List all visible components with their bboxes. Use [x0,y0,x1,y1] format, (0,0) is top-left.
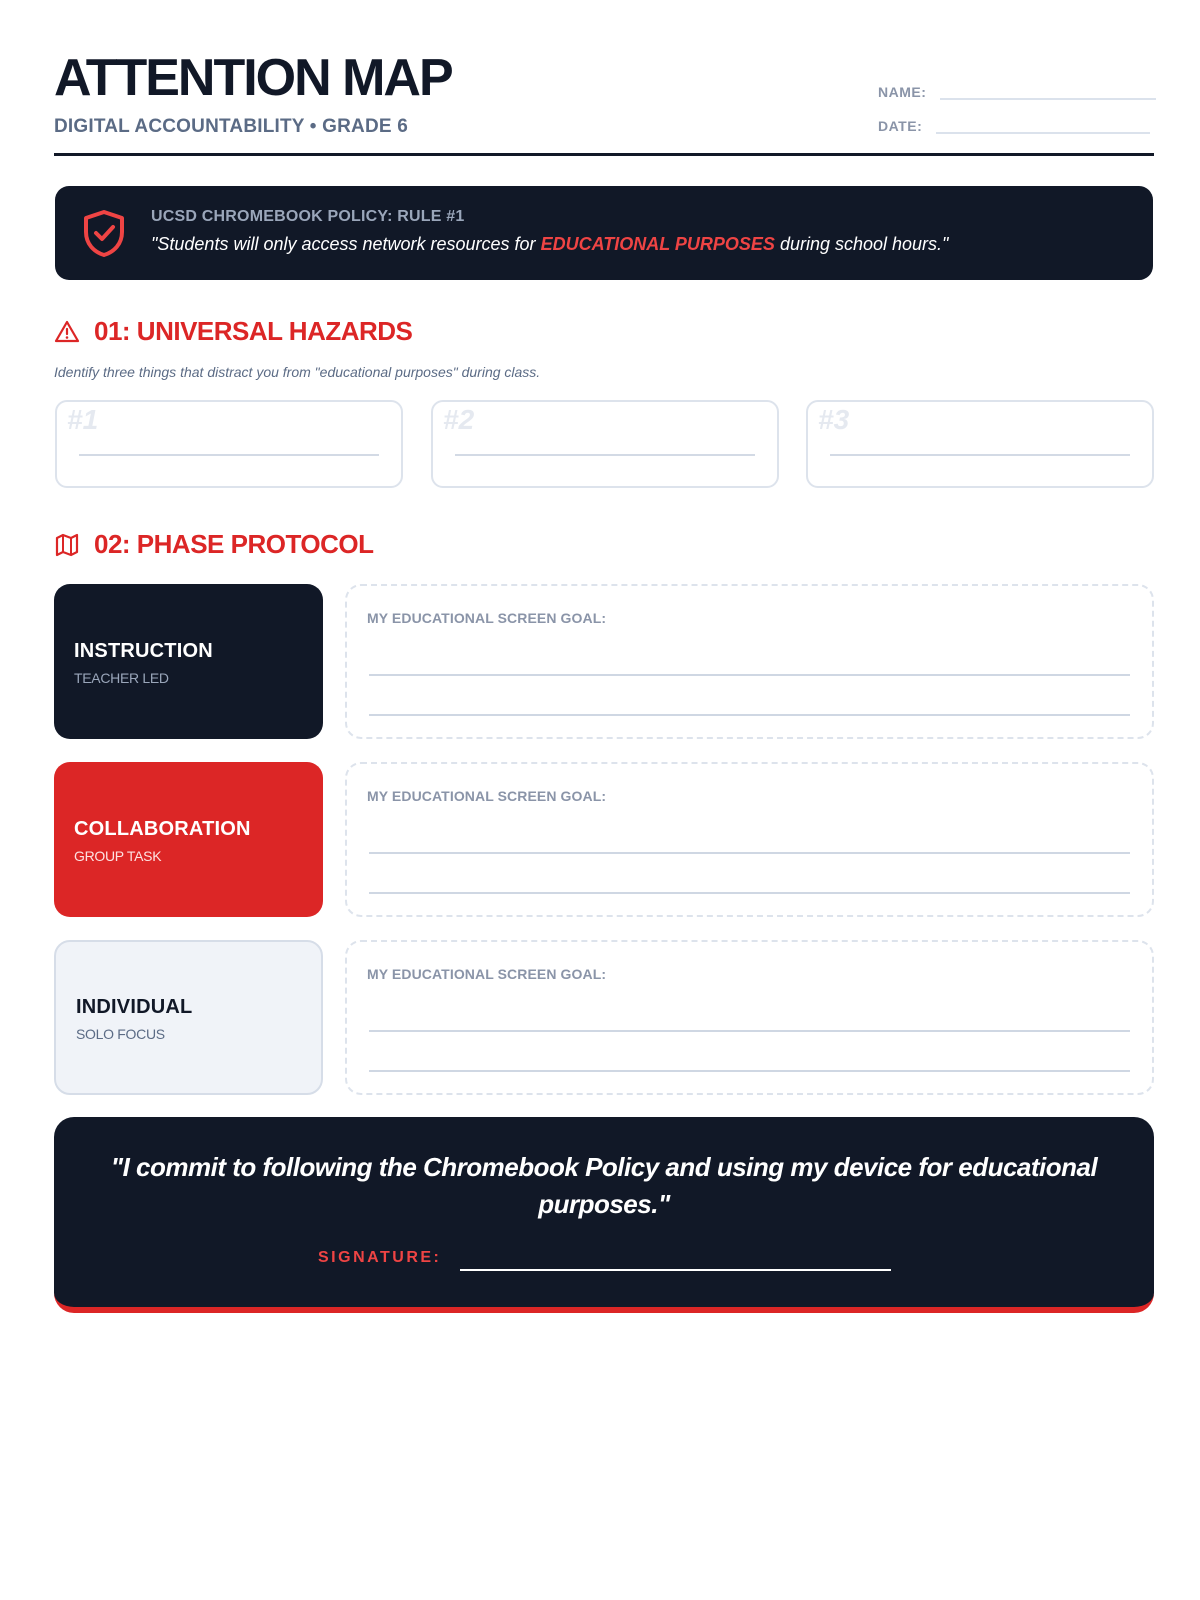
policy-quote-highlight: EDUCATIONAL PURPOSES [540,234,775,254]
phase-name: COLLABORATION [74,818,251,840]
commitment-panel [54,1117,1154,1313]
goal-line[interactable] [369,852,1130,854]
warning-triangle-icon [54,319,80,345]
map-icon [54,532,80,558]
hazard-answer-line[interactable] [455,454,755,456]
policy-quote-start: "Students will only access network resources for [151,234,541,254]
goal-line[interactable] [369,1030,1130,1032]
goal-box-individual[interactable] [345,940,1154,1095]
policy-heading: UCSD CHROMEBOOK POLICY: RULE #1 [151,208,465,225]
hazards-instructions: Identify three things that distract you from "educational purposes" during class. [54,364,541,380]
signature-line[interactable] [460,1269,891,1271]
phase-card-collaboration [54,762,323,917]
goal-label: MY EDUCATIONAL SCREEN GOAL: [367,966,607,982]
name-field[interactable] [878,84,1156,100]
goal-box-instruction[interactable] [345,584,1154,739]
goal-line[interactable] [369,1070,1130,1072]
page-subtitle: DIGITAL ACCOUNTABILITY • GRADE 6 [54,116,409,137]
goal-label: MY EDUCATIONAL SCREEN GOAL: [367,788,607,804]
goal-line[interactable] [369,892,1130,894]
phase-name: INDIVIDUAL [76,996,193,1018]
name-line[interactable] [940,97,1156,100]
commitment-quote: "I commit to following the Chromebook Policy and using my device for educational purposes." [110,1152,1098,1219]
hazard-box-3[interactable] [806,400,1154,488]
hazard-box-2[interactable] [431,400,779,488]
policy-quote-end: during school hours." [774,234,949,254]
goal-box-collaboration[interactable] [345,762,1154,917]
goal-line[interactable] [369,714,1130,716]
policy-quote [151,234,948,255]
hazard-number: #1 [67,404,99,435]
shield-check-icon [81,208,127,258]
policy-banner [55,186,1153,280]
phase-subtitle: TEACHER LED [74,670,169,686]
phase-card-instruction [54,584,323,739]
section-hazards-heading [54,316,412,347]
hazard-box-1[interactable] [55,400,403,488]
hazard-number: #2 [443,404,475,435]
date-field[interactable] [878,118,1150,134]
date-label: DATE: [878,118,923,134]
hazard-answer-line[interactable] [79,454,379,456]
phase-subtitle: GROUP TASK [74,848,162,864]
phase-card-individual [54,940,323,1095]
phase-subtitle: SOLO FOCUS [76,1026,165,1042]
date-line[interactable] [936,131,1150,134]
section-protocol-heading [54,529,373,560]
phase-name: INSTRUCTION [74,640,213,662]
section-hazards-title: 01: UNIVERSAL HAZARDS [94,316,413,346]
page-title: ATTENTION MAP [54,49,452,107]
signature-label: SIGNATURE: [318,1249,442,1266]
section-protocol-title: 02: PHASE PROTOCOL [94,529,374,559]
hazard-answer-line[interactable] [830,454,1130,456]
goal-line[interactable] [369,674,1130,676]
hazard-number: #3 [818,404,850,435]
header-divider [54,153,1154,156]
name-label: NAME: [878,84,927,100]
goal-label: MY EDUCATIONAL SCREEN GOAL: [367,610,607,626]
